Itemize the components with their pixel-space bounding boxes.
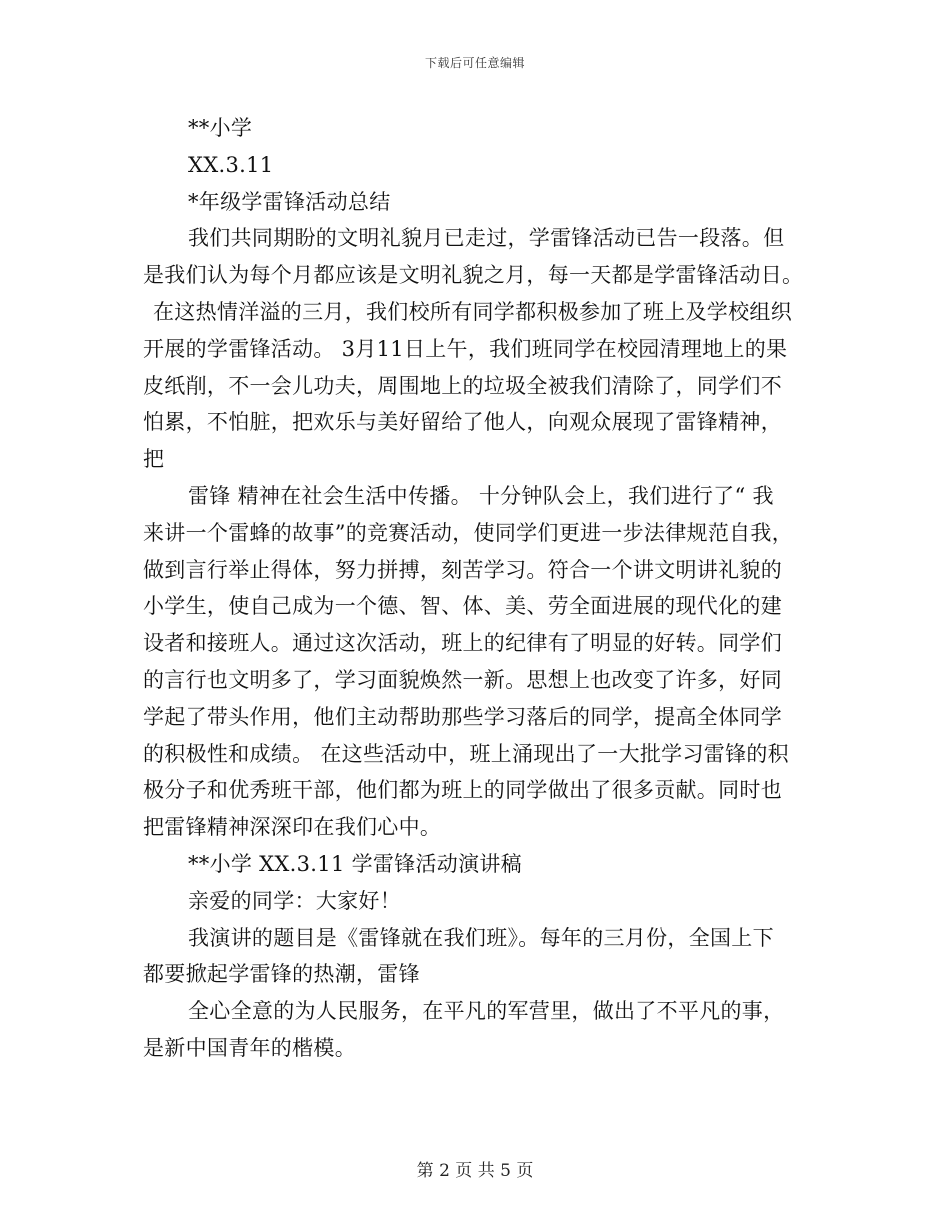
paragraph-line: 小学生，使自己成为一个德、智、体、美、劳全面进展的现代化的建: [143, 594, 782, 619]
paragraph-line: 开展的学雷锋活动。 3月11日上午，我们班同学在校园清理地上的果: [143, 336, 788, 361]
paragraph-line: 极分子和优秀班干部，他们都为班上的同学做出了很多贡献。同时也: [143, 778, 782, 803]
paragraph-line: 设者和接班人。通过这次活动，班上的纪律有了明显的好转。同学们: [143, 631, 782, 656]
greeting-line: 亲爱的同学：大家好！: [188, 888, 401, 913]
paragraph-line: 的积极性和成绩。 在这些活动中，班上涌现出了一大批学习雷锋的积: [143, 741, 789, 766]
paragraph-line: 我们共同期盼的文明礼貌月已走过，学雷锋活动已告一段落。但: [188, 226, 785, 251]
paragraph-line: 我演讲的题目是《雷锋就在我们班》。每年的三月份，全国上下: [188, 925, 774, 950]
paragraph-line: 在这热情洋溢的三月，我们校所有同学都积极参加了班上及学校组织: [153, 299, 792, 324]
document-body: [143, 110, 807, 1067]
paragraph-line: 雷锋 精神在社会生活中传播。 十分钟队会上，我们进行了“ 我: [188, 483, 774, 508]
school-name: **小学: [188, 116, 253, 140]
section-title: *年级学雷锋活动总结: [188, 189, 391, 214]
paragraph-line: 都要掀起学雷锋的热潮，雷锋: [143, 962, 420, 987]
paragraph-line: 的言行也文明多了，学习面貌焕然一新。思想上也改变了许多，好同: [143, 667, 782, 692]
paragraph-line: 来讲一个雷蜂的故事”的竞赛活动，使同学们更进一步法律规范自我，: [143, 520, 794, 545]
date-line: XX.3.11: [188, 152, 274, 177]
page-number: 第 2 页 共 5 页: [416, 1161, 534, 1181]
paragraph-line: 是新中国青年的楷模。: [143, 1035, 356, 1060]
page-header: 下载后可任意编辑: [424, 56, 525, 70]
paragraph-line: 怕累，不怕脏，把欢乐与美好留给了他人，向观众展现了雷锋精神，: [143, 410, 782, 435]
speech-title: **小学 XX.3.11 学雷锋活动演讲稿: [188, 851, 522, 876]
paragraph-line: 把雷锋精神深深印在我们心中。: [143, 815, 442, 840]
paragraph-line: 全心全意的为人民服务，在平凡的军营里，做出了不平凡的事，: [188, 999, 785, 1024]
paragraph-line: 是我们认为每个月都应该是文明礼貌之月，每一天都是学雷锋活动日。: [143, 263, 804, 288]
paragraph-line: 皮纸削，不一会儿功夫，周围地上的垃圾全被我们清除了，同学们不: [143, 373, 782, 398]
paragraph-line: 做到言行举止得体，努力拼搏，刻苦学习。符合一个讲文明讲礼貌的: [143, 557, 782, 582]
paragraph-line: 把: [143, 447, 165, 472]
paragraph-line: 学起了带头作用，他们主动帮助那些学习落后的同学，提高全体同学: [143, 704, 782, 729]
